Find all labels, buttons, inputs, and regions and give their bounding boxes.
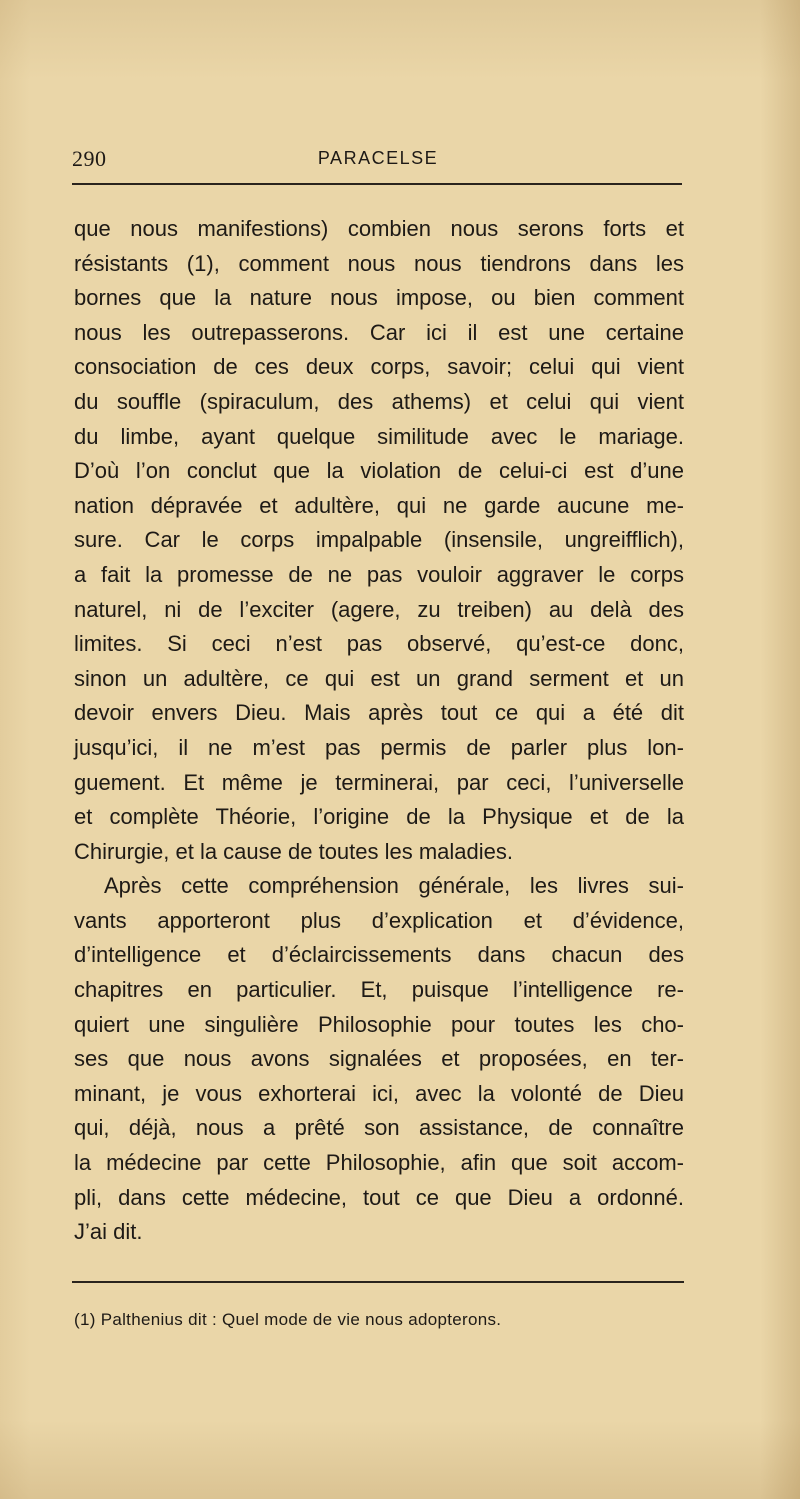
text-line: que nous manifestions) combien nous serons forts et (74, 216, 684, 241)
text-line: Après cette compréhension générale, les livres sui- (104, 873, 684, 899)
text-line: consociation de ces deux corps, savoir; celui qui vient (74, 354, 684, 380)
text-line: du souffle (spiraculum, des athems) et celui qui vient (74, 388, 684, 414)
text-line: qui, déjà, nous a prêté son assistance, de connaître (74, 1115, 684, 1141)
text-line: quiert une singulière Philosophie pour toutes les cho- (74, 1011, 684, 1037)
text-line: vants apporteront plus d’explication et d’évidence, (74, 907, 684, 933)
text-line: résistants (1), comment nous nous tiendrons dans les (74, 250, 684, 276)
text-line: jusqu’ici, il ne m’est pas permis de parler plus lon- (74, 734, 684, 760)
text-line: minant, je vous exhorterai ici, avec la volonté de Dieu (74, 1080, 684, 1106)
text-line: guement. Et même je terminerai, par ceci, l’universelle (74, 769, 684, 795)
footnote-rule (72, 1281, 684, 1283)
page-number: 290 (72, 146, 107, 171)
text-line: devoir envers Dieu. Mais après tout ce qui a été dit (74, 700, 684, 726)
header-rule (72, 183, 682, 185)
text-line: D’où l’on conclut que la violation de celui-ci est d’une (74, 458, 684, 484)
body-text (74, 212, 684, 1250)
text-line: nous les outrepasserons. Car ici il est une certaine (74, 319, 684, 345)
text-line: d’intelligence et d’éclaircissements dans chacun des (74, 942, 684, 968)
text-line: limites. Si ceci n’est pas observé, qu’est-ce donc, (74, 631, 684, 657)
text-line: la médecine par cette Philosophie, afin que soit accom- (74, 1150, 684, 1176)
text-line: sure. Car le corps impalpable (insensile, ungreifflich), (74, 527, 684, 553)
text-line: Chirurgie, et la cause de toutes les maladies. (74, 838, 514, 864)
running-title: PARACELSE (317, 148, 439, 168)
text-line: a fait la promesse de ne pas vouloir aggraver le corps (74, 561, 684, 587)
text-line: naturel, ni de l’exciter (agere, zu treiben) au delà des (74, 596, 684, 622)
text-line: ses que nous avons signalées et proposées, en ter- (74, 1046, 684, 1072)
footnote: (1) Palthenius dit : Quel mode de vie nous adopterons. (74, 1310, 502, 1329)
running-head (72, 146, 684, 176)
text-line: bornes que la nature nous impose, ou bien comment (74, 285, 684, 311)
text-line: sinon un adultère, ce qui est un grand serment et un (74, 665, 684, 691)
text-line: pli, dans cette médecine, tout ce que Dieu a ordonné. (74, 1184, 684, 1210)
text-line: du limbe, ayant quelque similitude avec le mariage. (74, 423, 684, 449)
text-line: J’ai dit. (74, 1219, 143, 1245)
text-line: chapitres en particulier. Et, puisque l’intelligence re- (74, 977, 684, 1003)
text-line: et complète Théorie, l’origine de la Physique et de la (74, 804, 684, 830)
text-line: nation dépravée et adultère, qui ne garde aucune me- (74, 492, 684, 518)
